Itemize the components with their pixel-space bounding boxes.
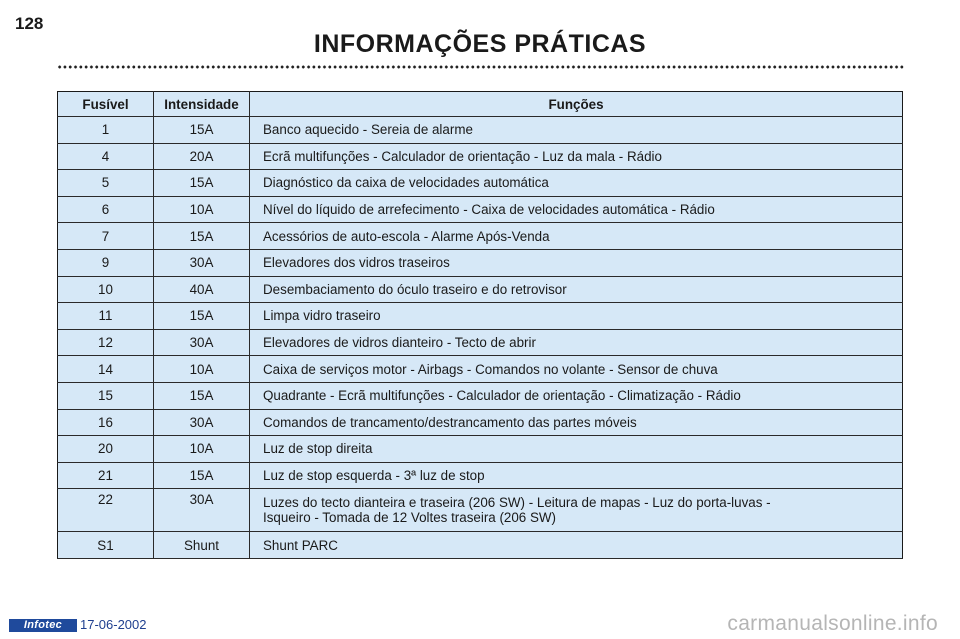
current-cell: 15A bbox=[154, 382, 250, 409]
table-row bbox=[58, 532, 903, 559]
table-row bbox=[58, 249, 903, 276]
dotted-divider bbox=[57, 65, 905, 69]
current-cell: Shunt bbox=[154, 532, 250, 559]
fuse-cell: 4 bbox=[58, 143, 154, 170]
functions-line: Isqueiro - Tomada de 12 Voltes traseira (206 SW) bbox=[263, 510, 557, 526]
table-row bbox=[58, 223, 903, 250]
current-cell: 15A bbox=[154, 117, 250, 144]
functions-cell: Desembaciamento do óculo traseiro e do retrovisor bbox=[250, 276, 903, 303]
functions-cell: Acessórios de auto-escola - Alarme Após-Venda bbox=[250, 223, 903, 250]
table-row bbox=[58, 409, 903, 436]
fuse-cell: 11 bbox=[58, 303, 154, 330]
table-row bbox=[58, 143, 903, 170]
fuse-table bbox=[57, 91, 903, 559]
functions-cell: Elevadores de vidros dianteiro - Tecto de abrir bbox=[250, 329, 903, 356]
fuse-cell: 10 bbox=[58, 276, 154, 303]
fuse-cell: 1 bbox=[58, 117, 154, 144]
page-number: 128 bbox=[15, 14, 44, 33]
table-row bbox=[58, 382, 903, 409]
fuse-cell: 16 bbox=[58, 409, 154, 436]
fuse-cell: 9 bbox=[58, 249, 154, 276]
table-row bbox=[58, 276, 903, 303]
fuse-cell: 22 bbox=[58, 489, 154, 532]
functions-cell: Diagnóstico da caixa de velocidades automática bbox=[250, 170, 903, 197]
current-cell: 15A bbox=[154, 462, 250, 489]
current-cell: 20A bbox=[154, 143, 250, 170]
current-cell: 40A bbox=[154, 276, 250, 303]
functions-line: Luzes do tecto dianteira e traseira (206 SW) - Leitura de mapas - Luz do porta-luvas - bbox=[263, 495, 771, 511]
table-row bbox=[58, 170, 903, 197]
header-fuse: Fusível bbox=[58, 92, 154, 117]
functions-cell: Luz de stop direita bbox=[250, 436, 903, 463]
page-title: INFORMAÇÕES PRÁTICAS bbox=[313, 30, 647, 58]
functions-cell: Caixa de serviços motor - Airbags - Comandos no volante - Sensor de chuva bbox=[250, 356, 903, 383]
table-row bbox=[58, 303, 903, 330]
current-cell: 30A bbox=[154, 409, 250, 436]
table-row bbox=[58, 462, 903, 489]
current-cell: 10A bbox=[154, 436, 250, 463]
fuse-cell: 14 bbox=[58, 356, 154, 383]
fuse-cell: 6 bbox=[58, 196, 154, 223]
current-cell: 30A bbox=[154, 249, 250, 276]
functions-cell: Elevadores dos vidros traseiros bbox=[250, 249, 903, 276]
table-row bbox=[58, 489, 903, 532]
table-row bbox=[58, 356, 903, 383]
current-cell: 15A bbox=[154, 223, 250, 250]
table-row bbox=[58, 117, 903, 144]
footer-date: 17-06-2002 bbox=[80, 617, 147, 632]
header-functions: Funções bbox=[250, 92, 903, 117]
fuse-cell: S1 bbox=[58, 532, 154, 559]
functions-cell: Banco aquecido - Sereia de alarme bbox=[250, 117, 903, 144]
fuse-cell: 21 bbox=[58, 462, 154, 489]
current-cell: 30A bbox=[154, 329, 250, 356]
table-row bbox=[58, 196, 903, 223]
table-row bbox=[58, 329, 903, 356]
functions-cell: Limpa vidro traseiro bbox=[250, 303, 903, 330]
header-current: Intensidade bbox=[154, 92, 250, 117]
current-cell: 15A bbox=[154, 170, 250, 197]
functions-cell: Comandos de trancamento/destrancamento das partes móveis bbox=[250, 409, 903, 436]
current-cell: 10A bbox=[154, 356, 250, 383]
functions-cell: Luz de stop esquerda - 3ª luz de stop bbox=[250, 462, 903, 489]
fuse-cell: 5 bbox=[58, 170, 154, 197]
current-cell: 15A bbox=[154, 303, 250, 330]
fuse-cell: 15 bbox=[58, 382, 154, 409]
functions-cell bbox=[250, 489, 903, 532]
functions-cell: Shunt PARC bbox=[250, 532, 903, 559]
infotec-logo: Infotec bbox=[9, 619, 77, 632]
functions-cell: Nível do líquido de arrefecimento - Caixa de velocidades automática - Rádio bbox=[250, 196, 903, 223]
fuse-cell: 20 bbox=[58, 436, 154, 463]
fuse-cell: 7 bbox=[58, 223, 154, 250]
functions-cell: Quadrante - Ecrã multifunções - Calculador de orientação - Climatização - Rádio bbox=[250, 382, 903, 409]
functions-cell: Ecrã multifunções - Calculador de orientação - Luz da mala - Rádio bbox=[250, 143, 903, 170]
current-cell: 30A bbox=[154, 489, 250, 532]
current-cell: 10A bbox=[154, 196, 250, 223]
watermark: carmanualsonline.info bbox=[727, 612, 938, 635]
table-header-row bbox=[58, 92, 903, 117]
table-row bbox=[58, 436, 903, 463]
fuse-cell: 12 bbox=[58, 329, 154, 356]
